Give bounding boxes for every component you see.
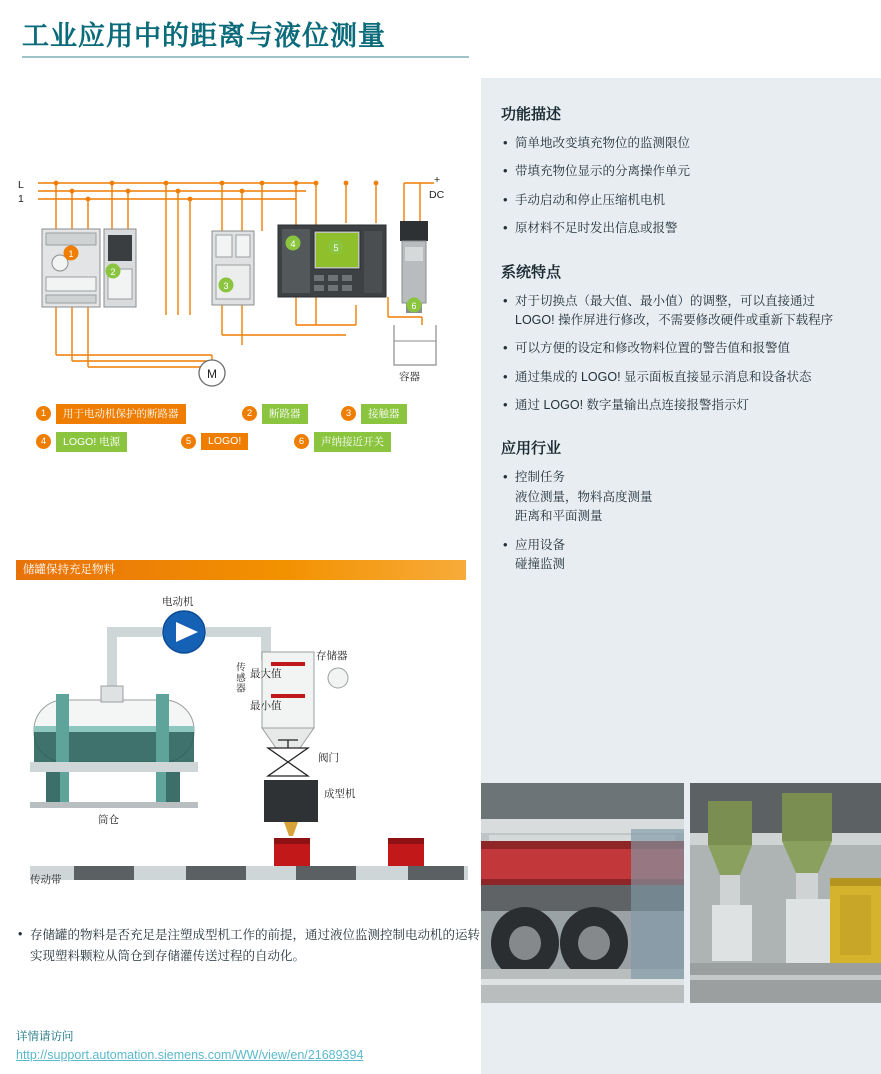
page-title: 工业应用中的距离与液位测量 <box>22 21 386 51</box>
svg-text:6: 6 <box>411 301 417 311</box>
legend-item-6 <box>294 433 391 450</box>
footer <box>16 1028 466 1062</box>
footer-link[interactable]: http://support.automation.siemens.com/WW/view/en/21689394 <box>16 1048 364 1062</box>
photo-plant <box>690 783 881 1003</box>
legend-number: 1 <box>36 406 51 421</box>
legend-label: LOGO! <box>201 433 248 450</box>
label-sensor: 传感器 <box>234 662 245 694</box>
svg-text:4: 4 <box>290 239 296 249</box>
svg-text:2: 2 <box>110 267 116 277</box>
legend-item-4 <box>36 433 127 450</box>
legend-row <box>36 433 466 454</box>
label-belt: 传动带 <box>30 874 62 886</box>
legend-item-5 <box>181 433 248 450</box>
label-vessel: 容器 <box>399 371 420 383</box>
svg-text:M: M <box>207 367 217 381</box>
industry-item-label: 应用设备 <box>515 537 566 552</box>
list-item: • 对于切换点（最大值、最小值）的调整，可以直接通过 LOGO! 操作屏进行修改，不需要修改硬件或重新下载程序 <box>501 292 846 331</box>
label-min: 最小值 <box>250 700 282 712</box>
legend-number: 4 <box>36 434 51 449</box>
silo-diagram <box>16 590 468 910</box>
footer-label: 详情请访问 <box>16 1031 74 1043</box>
svg-text:5: 5 <box>333 243 339 253</box>
label-motor: 电动机 <box>162 596 194 608</box>
silo-section-title: 储罐保持充足物料 <box>23 564 115 576</box>
legend-number: 2 <box>242 406 257 421</box>
info-panel-content <box>501 103 846 583</box>
function-list <box>501 134 846 239</box>
silo-section-bar <box>16 560 466 580</box>
section-heading-system: 系统特点 <box>501 263 562 281</box>
legend-number: 3 <box>341 406 356 421</box>
label-line-1: 1 <box>18 193 24 205</box>
list-item <box>501 468 846 526</box>
legend-row <box>36 405 466 426</box>
list-item: • 通过 LOGO! 数字量输出点连接报警指示灯 <box>501 396 846 415</box>
legend-label: 断路器 <box>262 404 308 424</box>
industry-list <box>501 468 846 574</box>
industry-subitem: 距离和平面测量 <box>515 509 603 524</box>
system-list <box>501 292 846 416</box>
legend-item-3 <box>341 405 407 422</box>
legend-label: 接触器 <box>361 404 407 424</box>
label-line-l: L <box>18 179 24 191</box>
list-item: • 可以方便的设定和修改物料位置的警告值和报警值 <box>501 339 846 358</box>
label-molding: 成型机 <box>324 788 356 800</box>
title-divider <box>22 56 469 58</box>
label-max: 最大值 <box>250 668 282 680</box>
list-item: • 简单地改变填充物位的监测限位 <box>501 134 846 153</box>
industry-subitem: 碰撞监测 <box>515 556 566 571</box>
legend-item-1 <box>36 405 186 422</box>
photo-strip <box>481 783 881 1003</box>
legend-label: LOGO! 电源 <box>56 432 127 452</box>
section-heading-function: 功能描述 <box>501 106 562 123</box>
svg-text:3: 3 <box>223 281 229 291</box>
label-storage: 存储器 <box>316 650 348 662</box>
industry-item-label: 控制任务 <box>515 470 566 485</box>
svg-text:1: 1 <box>68 249 74 259</box>
label-tank: 筒仓 <box>98 814 119 826</box>
photo-truck <box>481 783 684 1003</box>
legend-number: 6 <box>294 434 309 449</box>
label-valve: 阀门 <box>318 752 339 764</box>
section-heading-industry: 应用行业 <box>501 440 562 458</box>
wiring-legend <box>36 405 466 461</box>
label-dc: DC <box>429 189 445 201</box>
list-item <box>501 536 846 575</box>
legend-label: 用于电动机保护的断路器 <box>56 404 186 424</box>
label-dc-plus: + <box>434 174 441 186</box>
list-item: • 原材料不足时发出信息或报警 <box>501 219 846 238</box>
list-item: • 手动启动和停止压缩机电机 <box>501 191 846 210</box>
legend-label: 声纳接近开关 <box>314 432 391 452</box>
industry-subitem: 液位测量，物料高度测量 <box>515 489 653 504</box>
wiring-diagram <box>16 165 468 405</box>
legend-number: 5 <box>181 434 196 449</box>
list-item: • 通过集成的 LOGO! 显示面板直接显示消息和设备状态 <box>501 368 846 387</box>
legend-item-2 <box>242 405 308 422</box>
bottom-note: • 存储罐的物料是否充足是注塑成型机工作的前提，通过液位监测控制电动机的运转实现塑料颗粒从筒仓到存储灌传送过程的自动化。 <box>16 925 482 966</box>
list-item: • 带填充物位显示的分离操作单元 <box>501 162 846 181</box>
